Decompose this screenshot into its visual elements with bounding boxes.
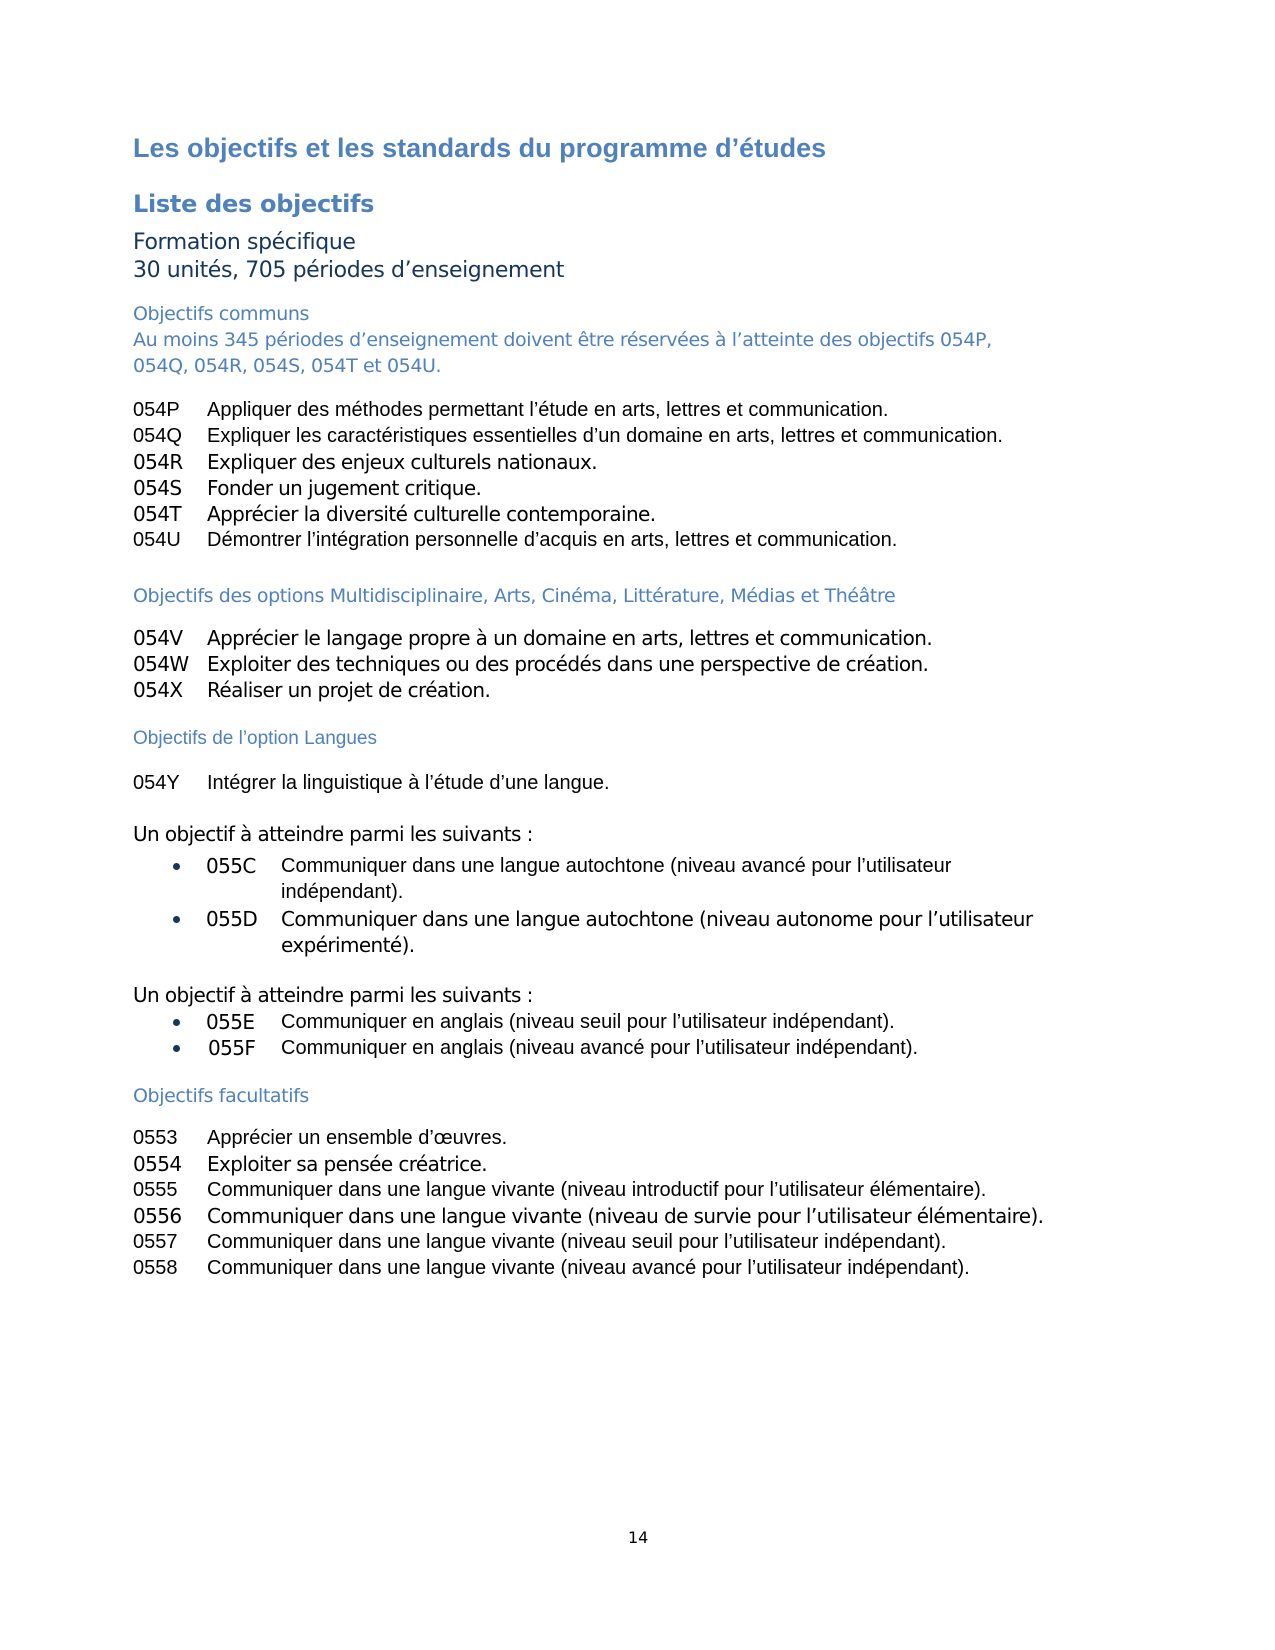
formation-units: 30 unités, 705 périodes d’enseignement xyxy=(133,258,564,283)
objective-code: 054Q xyxy=(133,425,182,447)
objective-code: 054Y xyxy=(133,772,180,794)
objective-text: Communiquer dans une langue vivante (niveau avancé pour l’utilisateur indépendant). xyxy=(207,1257,970,1279)
bullet-icon xyxy=(173,1019,180,1026)
formation-label: Formation spécifique xyxy=(133,230,356,255)
communs-note-line-2: 054Q, 054R, 054S, 054T et 054U. xyxy=(133,355,442,377)
group-intro-1: Un objectif à atteindre parmi les suivants : xyxy=(133,822,533,846)
objective-text: Communiquer dans une langue vivante (niveau de survie pour l’utilisateur élémentaire). xyxy=(207,1204,1044,1228)
objective-text: Communiquer dans une langue autochtone (niveau avancé pour l’utilisateur xyxy=(281,855,952,877)
page-title: Les objectifs et les standards du programme d’études xyxy=(133,133,827,163)
objective-code: 0555 xyxy=(133,1179,178,1201)
objective-code: 0558 xyxy=(133,1257,178,1279)
objective-text: Communiquer dans une langue autochtone (niveau autonome pour l’utilisateur xyxy=(281,907,1033,931)
objective-code: 054W xyxy=(133,652,189,676)
bullet-icon xyxy=(173,1045,180,1052)
objective-text: Apprécier la diversité culturelle contemporaine. xyxy=(207,502,656,526)
bullet-icon xyxy=(173,916,180,923)
objective-code: 054S xyxy=(133,476,182,500)
objective-code: 054X xyxy=(133,678,183,702)
objective-code: 054V xyxy=(133,626,183,650)
objective-text: Exploiter des techniques ou des procédés dans une perspective de création. xyxy=(207,652,929,676)
objective-code: 0557 xyxy=(133,1231,178,1253)
objective-code: 055E xyxy=(206,1010,255,1034)
objective-code: 0553 xyxy=(133,1127,178,1149)
objective-code: 054R xyxy=(133,450,183,474)
objective-code: 054U xyxy=(133,529,181,551)
heading-objectifs-facultatifs: Objectifs facultatifs xyxy=(133,1085,309,1107)
objective-text: Expliquer les caractéristiques essentielles d’un domaine en arts, lettres et communication. xyxy=(207,425,1003,447)
objective-code: 055D xyxy=(206,907,258,931)
objective-code: 054T xyxy=(133,502,181,526)
group-intro-2: Un objectif à atteindre parmi les suivants : xyxy=(133,983,533,1007)
bullet-icon xyxy=(173,863,180,870)
objective-code: 0556 xyxy=(133,1204,182,1228)
objective-text: Apprécier le langage propre à un domaine en arts, lettres et communication. xyxy=(207,626,933,650)
objective-code: 055F xyxy=(208,1036,256,1060)
objective-text: Communiquer en anglais (niveau avancé pour l’utilisateur indépendant). xyxy=(281,1037,919,1059)
heading-objectifs-langues: Objectifs de l’option Langues xyxy=(133,728,377,749)
objective-code: 055C xyxy=(206,854,256,878)
objective-text-continued: expérimenté). xyxy=(281,933,415,957)
objective-text: Intégrer la linguistique à l’étude d’une langue. xyxy=(207,772,610,794)
section-title: Liste des objectifs xyxy=(133,190,375,218)
objective-text: Démontrer l’intégration personnelle d’acquis en arts, lettres et communication. xyxy=(207,529,898,551)
objective-text: Réaliser un projet de création. xyxy=(207,678,491,702)
objective-text-continued: indépendant). xyxy=(281,881,404,903)
objective-code: 0554 xyxy=(133,1152,182,1176)
heading-objectifs-communs: Objectifs communs xyxy=(133,303,310,325)
objective-text: Exploiter sa pensée créatrice. xyxy=(207,1152,487,1176)
objective-text: Communiquer dans une langue vivante (niveau introductif pour l’utilisateur élémentaire). xyxy=(207,1179,987,1201)
objective-text: Communiquer dans une langue vivante (niveau seuil pour l’utilisateur indépendant). xyxy=(207,1231,947,1253)
communs-note-line-1: Au moins 345 périodes d’enseignement doivent être réservées à l’atteinte des objectifs 054P, xyxy=(133,329,992,351)
page-number: 14 xyxy=(628,1528,649,1547)
objective-text: Communiquer en anglais (niveau seuil pour l’utilisateur indépendant). xyxy=(281,1011,895,1033)
objective-text: Appliquer des méthodes permettant l’étude en arts, lettres et communication. xyxy=(207,399,889,421)
objective-text: Apprécier un ensemble d’œuvres. xyxy=(207,1127,508,1149)
objective-text: Fonder un jugement critique. xyxy=(207,476,482,500)
heading-objectifs-options: Objectifs des options Multidisciplinaire, Arts, Cinéma, Littérature, Médias et Théâtre xyxy=(133,585,896,607)
objective-text: Expliquer des enjeux culturels nationaux. xyxy=(207,450,597,474)
objective-code: 054P xyxy=(133,399,180,421)
